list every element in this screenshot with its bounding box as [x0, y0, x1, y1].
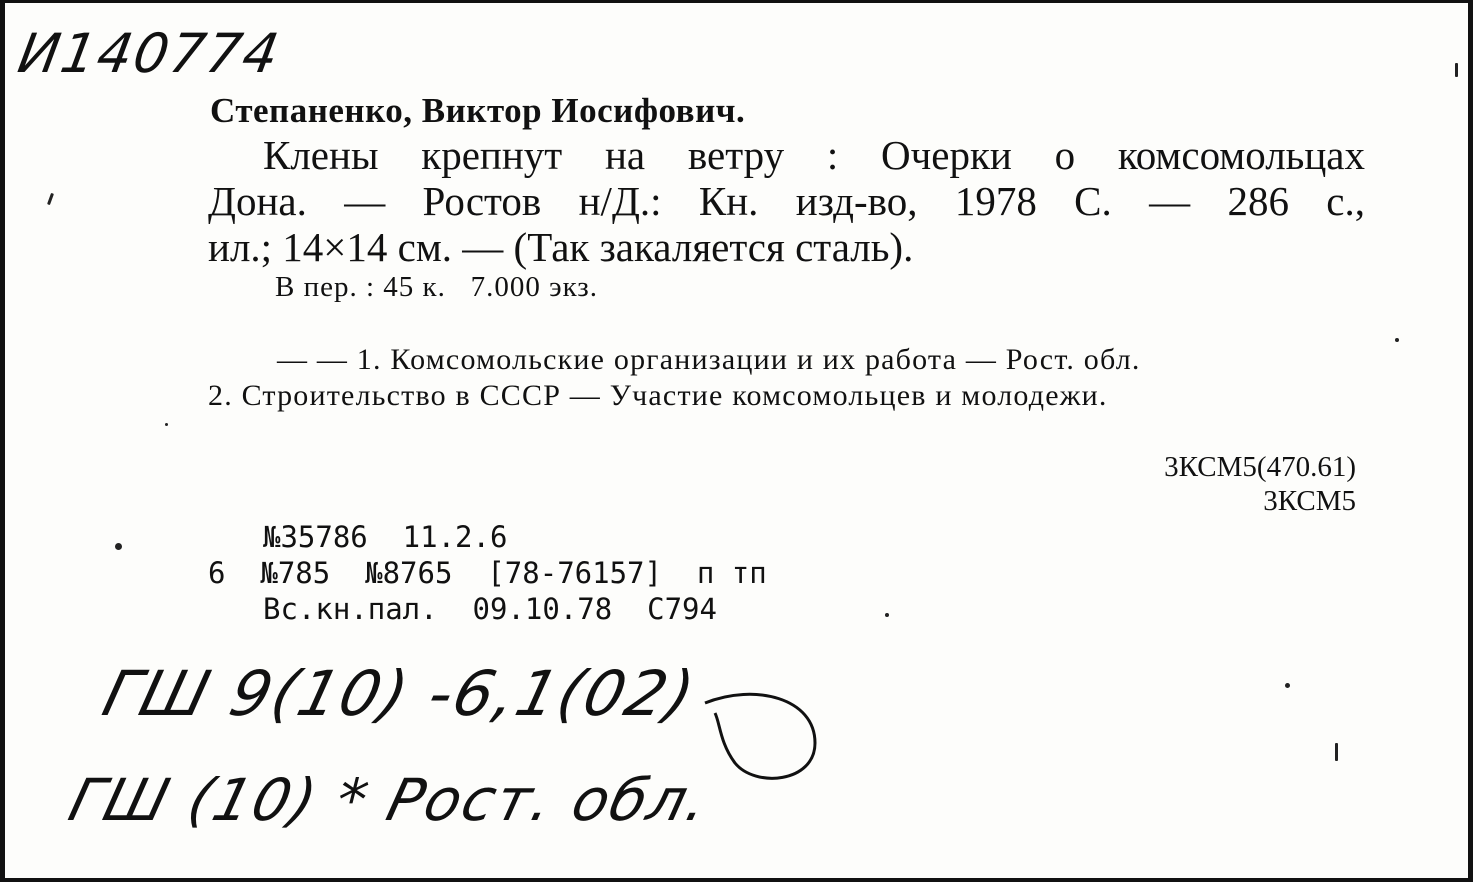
- scan-speck: [115, 543, 122, 550]
- handwritten-inventory-number: И140774: [13, 22, 286, 85]
- author-heading: Степаненко, Виктор Иосифович.: [210, 91, 746, 130]
- scan-speck: [885, 613, 889, 617]
- scan-speck: [47, 193, 54, 205]
- price-and-print-run: В пер. : 45 к. 7.000 экз.: [275, 271, 598, 303]
- record-line-1: №35786 11.2.6: [263, 520, 508, 554]
- title-line-3: ил.; 14×14 см. — (Так закаляется сталь).: [208, 224, 914, 270]
- handwritten-note-2: ГШ (10) * Рост. обл.: [62, 766, 717, 834]
- scan-speck: [1455, 63, 1458, 77]
- handwritten-note-1: ГШ 9(10) -6,1(02): [96, 657, 704, 730]
- record-line-2: 6 №785 №8765 [78-76157] п тп: [208, 556, 767, 590]
- subject-heading-1: — — 1. Комсомольские организации и их работа — Рост. обл.: [277, 343, 1141, 376]
- scan-speck: [1335, 743, 1338, 761]
- subject-heading-2: 2. Строительство в СССР — Участие комсомольцев и молодежи.: [208, 379, 1108, 412]
- title-line-2: Дона. — Ростов н/Д.: Кн. изд-во, 1978 С. — 286 с.,: [208, 178, 1365, 224]
- scan-speck: [165, 423, 168, 426]
- classification-code-2: 3КСМ5: [1263, 485, 1356, 517]
- scan-speck: [1285, 683, 1290, 688]
- title-line-1: Клены крепнут на ветру : Очерки о комсомольцах: [263, 132, 1365, 178]
- classification-code-1: 3КСМ5(470.61): [1164, 451, 1356, 483]
- handwritten-loop-mark: [695, 683, 835, 793]
- scan-speck: [1395, 338, 1399, 342]
- record-line-3: Вс.кн.пал. 09.10.78 С794: [263, 592, 717, 626]
